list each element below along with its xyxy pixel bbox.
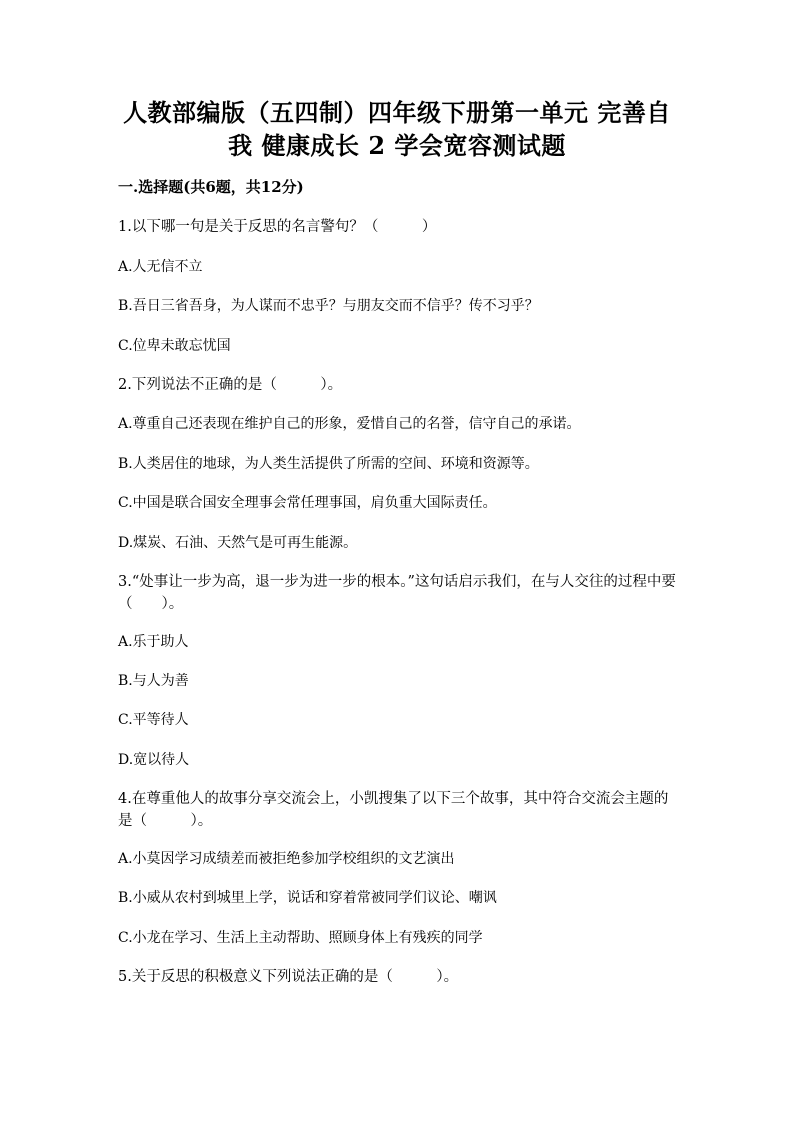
question-2-option-b: B.人类居住的地球，为人类生活提供了所需的空间、环境和资源等。 (118, 456, 539, 472)
question-2-option-d: D.煤炭、石油、天然气是可再生能源。 (118, 535, 358, 551)
question-1-option-c: C.位卑未敢忘忧国 (118, 338, 231, 354)
question-3-stem: 3.“处事让一步为高，退一步为进一步的根本。”这句话启示我们，在与人交往的过程中要（ ）。 (118, 574, 676, 612)
question-1-option-a: A.人无信不立 (118, 259, 203, 275)
question-4-option-a: A.小莫因学习成绩差而被拒绝参加学校组织的文艺演出 (118, 851, 455, 867)
question-3-option-b: B.与人为善 (118, 673, 189, 689)
question-5-stem: 5.关于反思的积极意义下列说法正确的是（ ）。 (118, 969, 459, 985)
question-2-option-a: A.尊重自己还表现在维护自己的形象，爱惜自己的名誉，信守自己的承诺。 (118, 416, 581, 432)
section-heading: 一.选择题(共6题，共12分) (118, 178, 304, 196)
document-title (110, 96, 684, 162)
question-2-option-c: C.中国是联合国安全理事会常任理事国，肩负重大国际责任。 (118, 495, 497, 511)
question-4-stem: 4.在尊重他人的故事分享交流会上，小凯搜集了以下三个故事，其中符合交流会主题的是（ ）。 (118, 791, 669, 829)
question-3-option-a: A.乐于助人 (118, 634, 189, 650)
question-2-stem: 2.下列说法不正确的是（ ）。 (118, 377, 343, 393)
question-3-option-c: C.平等待人 (118, 712, 189, 728)
question-3-option-d: D.宽以待人 (118, 752, 190, 768)
question-1-option-b: B.吾日三省吾身，为人谋而不忠乎？与朋友交而不信乎？传不习乎？ (118, 298, 539, 314)
title-line-2: 我 健康成长 2 学会宽容测试题 (228, 131, 566, 160)
question-1-stem: 1.以下哪一句是关于反思的名言警句？（ ） (118, 219, 437, 235)
question-4-option-b: B.小威从农村到城里上学，说话和穿着常被同学们议论、嘲讽 (118, 890, 497, 906)
title-line-1: 人教部编版（五四制）四年级下册第一单元 完善自 (123, 98, 671, 127)
question-4-option-c: C.小龙在学习、生活上主动帮助、照顾身体上有残疾的同学 (118, 930, 483, 946)
